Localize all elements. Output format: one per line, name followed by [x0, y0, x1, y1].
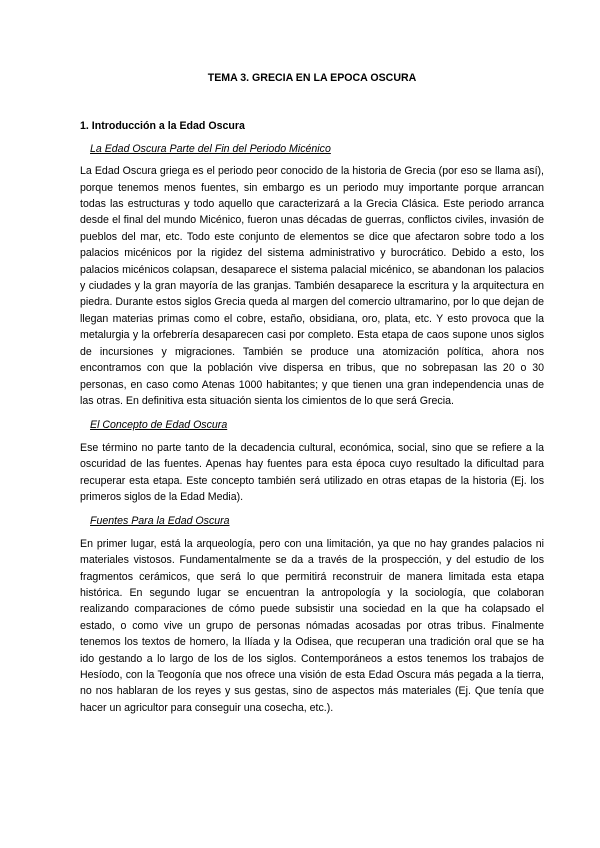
section-heading: 1. Introducción a la Edad Oscura [80, 120, 245, 133]
paragraph-fin-periodo-micenico: La Edad Oscura griega es el periodo peor conocido de la historia de Grecia (por eso se llama así), porque tenemos menos fuentes, sin embargo es un periodo muy importante porque arrancan todas las estructuras y todo aquello que caracterizará a la Grecia Clásica. Este periodo arranca desde el final del mundo Micénico, fueron unas décadas de guerras, conflictos civiles, invasión de pueblos del mar, etc. Todo este conjunto de elementos se dice que afectaron sobre todo a los palacios micénicos por la rigidez del sistema administrativo y burocrático. Debido a esto, los palacios micénicos colapsan, desaparece el sistema palacial micénico, se abandonan los palacios y ciudades y la gran mayoría de las granjas. También desaparece la escritura y la arquitectura en piedra. Durante estos siglos Grecia queda al margen del comercio ultramarino, por lo que dejan de llegan materias primas como el cobre, estaño, obsidiana, oro, plata, etc. Y esto provoca que la metalurgia y la orfebrería desaparecen casi por completo. Esta etapa de caos supone unos siglos de incursiones y migraciones. También se produce una atomización política, ahora nos encontramos con que la población vive dispersa en tribus, que no sobrepasan las 20 o 30 personas, en caso como Atenas 1000 habitantes; y que tienen una gran independencia unas de las otras. En definitiva esta situación sienta los cimientos de lo que será Grecia. [80, 165, 544, 407]
subheading-concepto-edad-oscura: El Concepto de Edad Oscura [90, 419, 228, 432]
document-title: TEMA 3. GRECIA EN LA EPOCA OSCURA [207, 72, 417, 84]
subheading-fin-periodo-micenico: La Edad Oscura Parte del Fin del Periodo Micénico [90, 142, 331, 155]
paragraph-fuentes-edad-oscura: En primer lugar, está la arqueología, pero con una limitación, ya que no hay grandes palacios ni materiales vistosos. Fundamentalmente se da a través de la prospección, y del estudio de los fragmentos cerámicos, que será lo que permitirá reconstruir de manera limitada esta etapa histórica. En segundo lugar se encuentran la antropología y la sociología, que colaboran realizando comparaciones de cómo puede subsistir una sociedad en la que ha colapsado el estado, o como vive un grupo de personas nómadas acosadas por otras tribus. Finalmente tenemos los textos de homero, la Ilíada y la Odisea, que recuperan una tradición oral que se ha ido gestando a lo largo de los de los siglos. Contemporáneos a estos tenemos los trabajos de Hesíodo, con la Teogonía que nos ofrece una visión de esta Edad Oscura más pegada a la tierra, no nos hablaran de los reyes y sus gestas, sino de aspectos más materiales (Ej. Que tenía que hacer un agricultor para conseguir una cosecha, etc.). [80, 537, 544, 714]
subheading-fuentes-edad-oscura: Fuentes Para la Edad Oscura [90, 515, 230, 528]
paragraph-concepto-edad-oscura: Ese término no parte tanto de la decadencia cultural, económica, social, sino que se refiere a la oscuridad de las fuentes. Apenas hay fuentes para esta época cuyo resultado la dificultad para recuperar esta etapa. Este concepto también será utilizado en otras etapas de la historia (Ej. los primeros siglos de la Edad Media). [80, 441, 544, 503]
